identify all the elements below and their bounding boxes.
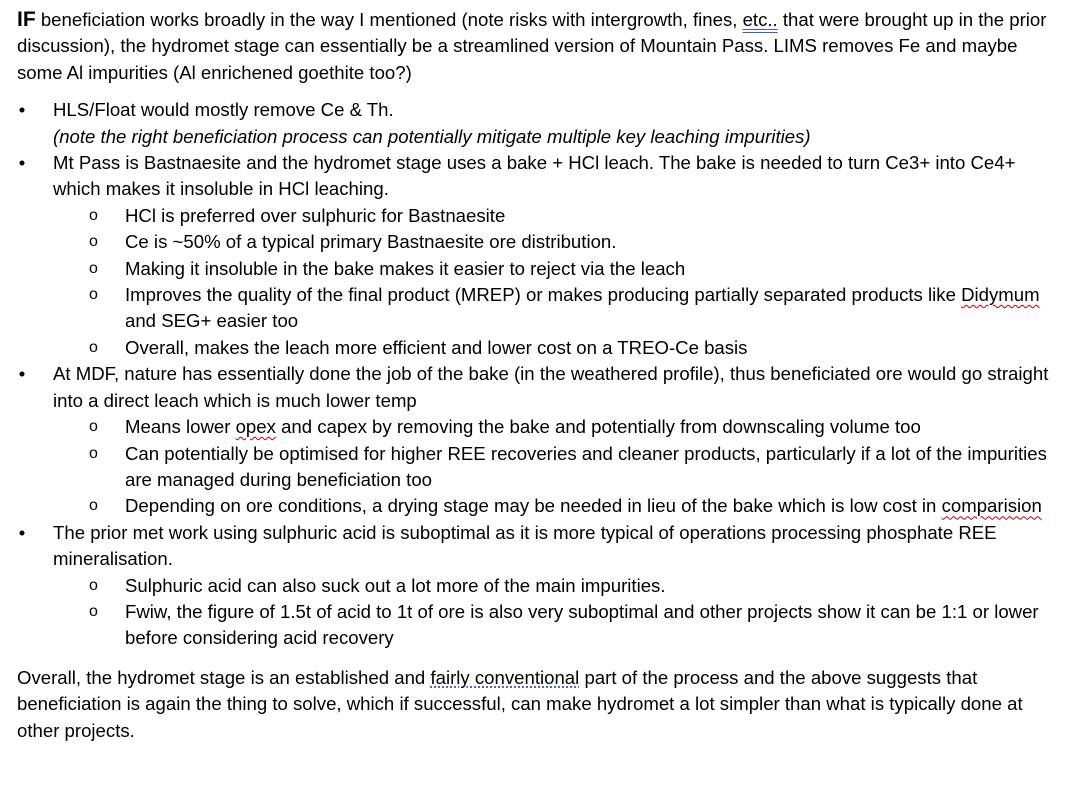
sub-bullet-marker: o — [89, 206, 98, 224]
bullet-mt-pass — [17, 150, 1059, 203]
sub-bullet-text: Fwiw, the figure of 1.5t of acid to 1t of ore is also very suboptimal and other projects show it can be 1:1 or lower before considering acid recovery — [125, 600, 1039, 649]
sub-bullet — [89, 335, 1059, 361]
outro-text-a: Overall, the hydromet stage is an established and — [17, 666, 431, 688]
sub-bullet-marker: o — [89, 602, 98, 620]
bullet-text: Mt Pass is Bastnaesite and the hydromet stage uses a bake + HCl leach. The bake is needed to turn Ce3+ into Ce4+ which makes it insoluble in HCl leaching. — [53, 152, 1016, 200]
sub-bullet-text: Improves the quality of the final product (MREP) or makes producing partially separated products like — [125, 284, 962, 306]
bullet-note: (note the right beneficiation process can potentially mitigate multiple key leaching impurities) — [53, 125, 811, 147]
sublist-mdf — [17, 414, 1059, 520]
bullet-marker: • — [18, 99, 26, 121]
intro-lead: IF — [17, 8, 36, 31]
outro-text-b: part of the process and the above suggests that beneficiation is again the thing to solve, which if successful, can make hydromet a lot simpler than what is typically done at other projects. — [17, 666, 1023, 741]
intro-text-b: that were brought up in the prior discussion), the hydromet stage can essentially be a streamlined version of Mountain Pass. LIMS removes Fe and maybe some Al impurities (Al enrichened goethite too?) — [17, 9, 1047, 83]
sub-bullet — [89, 599, 1059, 652]
bullet-hls-float — [17, 97, 1059, 150]
sub-bullet — [89, 282, 1059, 335]
bullet-sulphuric — [17, 520, 1059, 573]
sub-bullet-text: Means lower — [125, 416, 236, 438]
bullet-text: At MDF, nature has essentially done the job of the bake (in the weathered profile), thus beneficiated ore would go straight into a direct leach which is much lower temp — [53, 363, 1049, 411]
bullet-text: The prior met work using sulphuric acid is suboptimal as it is more typical of operations processing phosphate REE mineralisation. — [53, 521, 997, 570]
outro-paragraph — [17, 665, 1059, 744]
sub-bullet — [89, 441, 1059, 494]
sublist-sulphuric — [17, 573, 1059, 652]
sub-bullet-text: and SEG+ easier too — [125, 310, 299, 332]
sub-bullet — [89, 493, 1059, 519]
sub-bullet-marker: o — [89, 444, 98, 462]
sub-bullet — [89, 229, 1059, 255]
main-bullet-list — [17, 97, 1059, 652]
bullet-mdf — [17, 361, 1059, 414]
spelling-flag[interactable]: Didymum — [961, 284, 1040, 306]
sub-bullet-marker: o — [89, 259, 98, 277]
sub-bullet-marker: o — [89, 497, 98, 515]
sub-bullet-text: Sulphuric acid can also suck out a lot more of the main impurities. — [125, 574, 666, 596]
sub-bullet-marker: o — [89, 576, 98, 594]
sublist-mdf-container — [17, 414, 1059, 520]
intro-etc-flag: etc.. — [742, 9, 778, 30]
sub-bullet-marker: o — [89, 233, 98, 251]
sub-bullet — [89, 573, 1059, 599]
sub-bullet-marker: o — [89, 286, 98, 304]
bullet-marker: • — [18, 363, 26, 385]
sub-bullet-marker: o — [89, 338, 98, 356]
spelling-flag[interactable]: comparision — [941, 495, 1042, 517]
sublist-sulphuric-container — [17, 573, 1059, 652]
sub-bullet-text: Overall, makes the leach more efficient and lower cost on a TREO-Ce basis — [125, 336, 748, 358]
sub-bullet-text: Depending on ore conditions, a drying stage may be needed in lieu of the bake which is low cost in — [125, 495, 942, 517]
spelling-flag[interactable]: opex — [235, 416, 276, 438]
intro-text-a: beneficiation works broadly in the way I mentioned (note risks with intergrowth, fines, — [35, 9, 743, 30]
sub-bullet-marker: o — [89, 418, 98, 436]
sub-bullet-text: Can potentially be optimised for higher REE recoveries and cleaner products, particularly if a lot of the impurities are managed during beneficiation too — [125, 442, 1047, 490]
sub-bullet-text: and capex by removing the bake and potentially from downscaling volume too — [275, 416, 921, 438]
bullet-marker: • — [18, 152, 26, 174]
sub-bullet-text: Making it insoluble in the bake makes it easier to reject via the leach — [125, 257, 686, 279]
bullet-text: HLS/Float would mostly remove Ce & Th. — [53, 99, 394, 121]
sub-bullet — [89, 414, 1059, 440]
sublist-mt-pass-container — [17, 203, 1059, 361]
sub-bullet — [89, 256, 1059, 282]
sub-bullet-text: Ce is ~50% of a typical primary Bastnaesite ore distribution. — [125, 231, 617, 253]
grammar-flag[interactable]: fairly conventional — [430, 666, 580, 688]
sub-bullet — [89, 203, 1059, 229]
sub-bullet-text: HCl is preferred over sulphuric for Bastnaesite — [125, 204, 506, 226]
intro-paragraph — [17, 7, 1059, 86]
bullet-marker: • — [18, 521, 26, 543]
sublist-mt-pass — [17, 203, 1059, 361]
